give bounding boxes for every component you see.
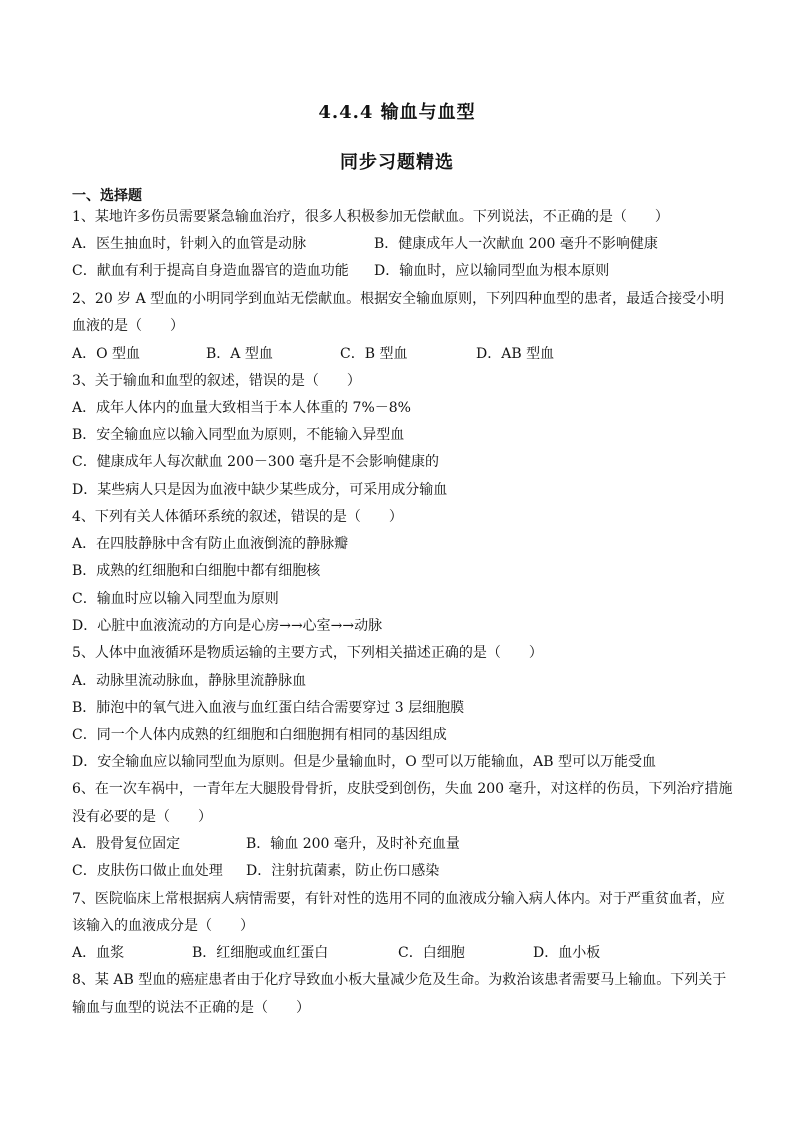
question-7-stem-line-2: 该输入的血液成分是（ ）	[72, 918, 254, 934]
question-2-option-b: B．A 型血	[206, 346, 273, 362]
question-2-stem-line-1: 2、20 岁 A 型血的小明同学到血站无偿献血。根据安全输血原则，下列四种血型的患者，最适合接受小明	[72, 291, 725, 307]
document-subtitle: 同步习题精选	[340, 152, 454, 173]
question-1-option-c: C．献血有利于提高自身造血器官的造血功能	[72, 263, 349, 279]
question-3-stem: 3、关于输血和血型的叙述，错误的是（ ）	[72, 373, 361, 389]
question-6-stem-line-1: 6、在一次车祸中，一青年左大腿股骨骨折，皮肤受到创伤，失血 200 毫升，对这样的伤员，下列治疗措施	[72, 781, 733, 797]
question-6-option-c: C．皮肤伤口做止血处理	[72, 863, 223, 879]
question-7-option-d: D．血小板	[533, 945, 601, 961]
question-5-option-d: D．安全输血应以输同型血为原则。但是少量输血时，O 型可以万能输血，AB 型可以万能受血	[72, 754, 656, 770]
question-8-stem-line-2: 输血与血型的说法不正确的是（ ）	[72, 1000, 310, 1016]
question-3-option-b: B．安全输血应以输入同型血为原则，不能输入异型血	[72, 427, 405, 443]
question-6-option-d: D．注射抗菌素，防止伤口感染	[246, 863, 440, 879]
question-8-stem-line-1: 8、某 AB 型血的癌症患者由于化疗导致血小板大量减少危及生命。为救治该患者需要马上输血。下列关于	[72, 972, 727, 988]
question-2-option-a: A．O 型血	[72, 346, 141, 362]
question-1-option-b: B．健康成年人一次献血 200 毫升不影响健康	[374, 236, 658, 252]
question-5-stem: 5、人体中血液循环是物质运输的主要方式，下列相关描述正确的是（ ）	[72, 645, 543, 661]
question-5-option-c: C．同一个人体内成熟的红细胞和白细胞拥有相同的基因组成	[72, 727, 447, 743]
question-7-option-a: A．血浆	[72, 945, 125, 961]
question-4-option-c: C．输血时应以输入同型血为原则	[72, 591, 279, 607]
question-2-option-d: D．AB 型血	[476, 346, 555, 362]
document-title: 4.4.4 输血与血型	[318, 102, 476, 123]
question-1-option-a: A．医生抽血时，针刺入的血管是动脉	[72, 236, 307, 252]
question-6-option-b: B．输血 200 毫升，及时补充血量	[246, 836, 460, 852]
question-3-option-d: D．某些病人只是因为血液中缺少某些成分，可采用成分输血	[72, 482, 448, 498]
question-4-stem: 4、下列有关人体循环系统的叙述，错误的是（ ）	[72, 509, 403, 525]
question-6-stem-line-2: 没有必要的是（ ）	[72, 809, 212, 825]
question-1-option-d: D．输血时，应以输同型血为根本原则	[374, 263, 610, 279]
question-2-stem-line-2: 血液的是（ ）	[72, 318, 184, 334]
question-5-option-b: B．肺泡中的氧气进入血液与血红蛋白结合需要穿过 3 层细胞膜	[72, 700, 465, 716]
question-6-option-a: A．股骨复位固定	[72, 836, 181, 852]
question-1-stem: 1、某地许多伤员需要紧急输血治疗，很多人积极参加无偿献血。下列说法，不正确的是（ ）	[72, 209, 669, 225]
question-7-option-c: C．白细胞	[398, 945, 465, 961]
question-7-stem-line-1: 7、医院临床上常根据病人病情需要，有针对性的选用不同的血液成分输入病人体内。对于严重贫血者，应	[72, 891, 725, 907]
question-4-option-b: B．成熟的红细胞和白细胞中都有细胞核	[72, 563, 321, 579]
section-heading: 一、选择题	[72, 188, 142, 204]
question-4-option-d: D．心脏中血液流动的方向是心房→→心室→→动脉	[72, 618, 383, 634]
question-3-option-a: A．成年人体内的血量大致相当于本人体重的 7%－8%	[72, 400, 411, 416]
question-3-option-c: C．健康成年人每次献血 200－300 毫升是不会影响健康的	[72, 454, 440, 470]
question-5-option-a: A．动脉里流动脉血，静脉里流静脉血	[72, 673, 307, 689]
question-7-option-b: B．红细胞或血红蛋白	[192, 945, 329, 961]
question-2-option-c: C．B 型血	[340, 346, 408, 362]
question-4-option-a: A．在四肢静脉中含有防止血液倒流的静脉瓣	[72, 536, 349, 552]
